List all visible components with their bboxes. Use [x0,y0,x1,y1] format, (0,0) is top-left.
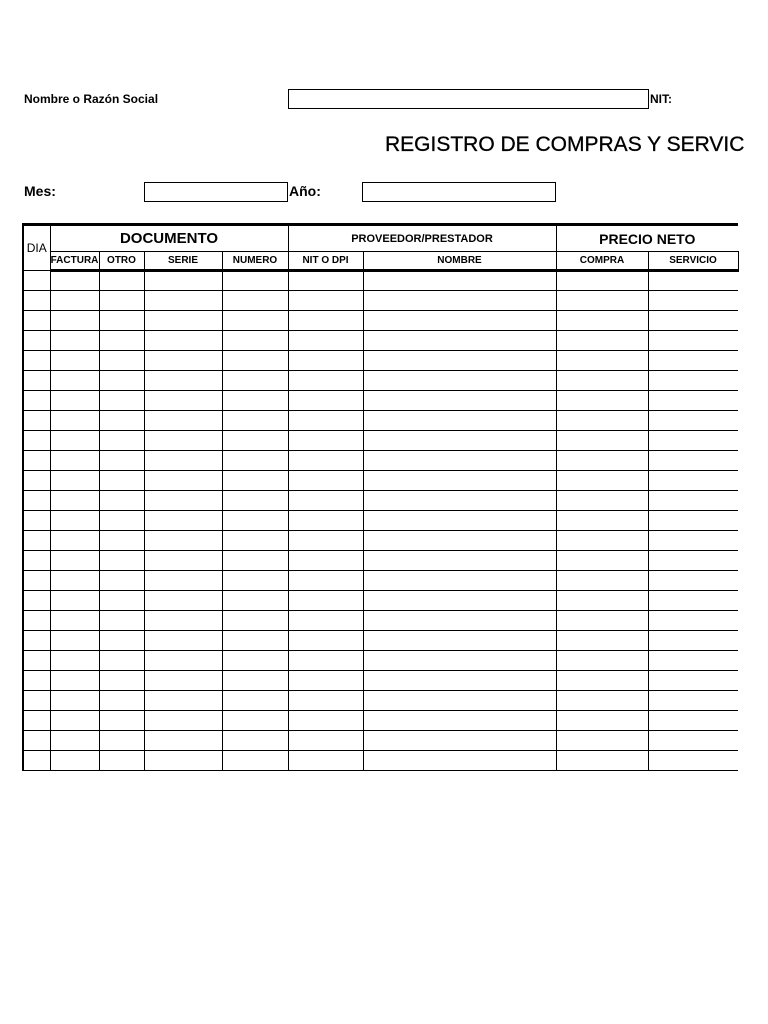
cell-dia[interactable] [23,451,50,471]
cell-factura[interactable] [50,751,99,771]
cell-dia[interactable] [23,631,50,651]
table-row [23,471,738,491]
register-table [22,223,739,771]
cell-nit-dpi[interactable] [288,311,363,331]
cell-factura[interactable] [50,351,99,371]
cell-nit-dpi[interactable] [288,431,363,451]
cell-servicio[interactable] [648,491,738,511]
cell-dia[interactable] [23,411,50,431]
cell-nombre[interactable] [363,531,556,551]
cell-nit-dpi[interactable] [288,611,363,631]
table-row [23,371,738,391]
table-row [23,631,738,651]
cell-serie[interactable] [144,551,222,571]
cell-numero[interactable] [222,391,288,411]
cell-otro[interactable] [99,471,144,491]
cell-otro[interactable] [99,731,144,751]
cell-dia[interactable] [23,331,50,351]
table-row [23,551,738,571]
cell-servicio[interactable] [648,371,738,391]
cell-servicio[interactable] [648,311,738,331]
cell-factura[interactable] [50,471,99,491]
cell-nit-dpi[interactable] [288,351,363,371]
cell-nombre[interactable] [363,411,556,431]
cell-servicio[interactable] [648,331,738,351]
cell-factura[interactable] [50,291,99,311]
cell-otro[interactable] [99,411,144,431]
cell-otro[interactable] [99,391,144,411]
cell-nit-dpi[interactable] [288,491,363,511]
cell-nit-dpi[interactable] [288,571,363,591]
cell-servicio[interactable] [648,411,738,431]
cell-servicio[interactable] [648,431,738,451]
table-row [23,571,738,591]
cell-otro[interactable] [99,491,144,511]
table-row [23,671,738,691]
cell-servicio[interactable] [648,551,738,571]
precio-neto-header: PRECIO NETO [556,225,738,252]
cell-nombre[interactable] [363,631,556,651]
table-row [23,591,738,611]
cell-otro[interactable] [99,311,144,331]
table-row [23,751,738,771]
cell-serie[interactable] [144,711,222,731]
cell-factura[interactable] [50,691,99,711]
cell-nit-dpi[interactable] [288,731,363,751]
ano-label: Año: [289,183,321,199]
cell-servicio[interactable] [648,711,738,731]
cell-factura[interactable] [50,491,99,511]
cell-numero[interactable] [222,631,288,651]
cell-numero[interactable] [222,271,288,291]
mes-field[interactable] [144,182,288,202]
cell-nombre[interactable] [363,471,556,491]
cell-serie[interactable] [144,351,222,371]
table-row [23,351,738,371]
cell-factura[interactable] [50,591,99,611]
nit-label: NIT: [650,92,672,106]
cell-nit-dpi[interactable] [288,751,363,771]
cell-dia[interactable] [23,691,50,711]
cell-otro[interactable] [99,371,144,391]
cell-serie[interactable] [144,431,222,451]
table-row [23,491,738,511]
cell-dia[interactable] [23,711,50,731]
cell-dia[interactable] [23,571,50,591]
cell-nit-dpi[interactable] [288,711,363,731]
cell-dia[interactable] [23,751,50,771]
cell-otro[interactable] [99,571,144,591]
cell-numero[interactable] [222,711,288,731]
cell-nombre[interactable] [363,651,556,671]
cell-nombre[interactable] [363,351,556,371]
cell-dia[interactable] [23,651,50,671]
cell-dia[interactable] [23,531,50,551]
cell-factura[interactable] [50,511,99,531]
cell-otro[interactable] [99,691,144,711]
cell-servicio[interactable] [648,451,738,471]
cell-nit-dpi[interactable] [288,591,363,611]
cell-serie[interactable] [144,491,222,511]
cell-numero[interactable] [222,691,288,711]
cell-compra[interactable] [556,671,648,691]
cell-compra[interactable] [556,571,648,591]
table-row [23,411,738,431]
cell-nit-dpi[interactable] [288,511,363,531]
cell-nit-dpi[interactable] [288,531,363,551]
cell-dia[interactable] [23,611,50,631]
cell-servicio[interactable] [648,591,738,611]
cell-nombre[interactable] [363,451,556,471]
cell-nombre[interactable] [363,431,556,451]
table-row [23,271,738,291]
cell-otro[interactable] [99,331,144,351]
cell-serie[interactable] [144,451,222,471]
cell-dia[interactable] [23,271,50,291]
cell-factura[interactable] [50,311,99,331]
cell-compra[interactable] [556,591,648,611]
cell-serie[interactable] [144,671,222,691]
cell-nombre[interactable] [363,491,556,511]
cell-nit-dpi[interactable] [288,551,363,571]
cell-factura[interactable] [50,331,99,351]
cell-nombre[interactable] [363,371,556,391]
cell-factura[interactable] [50,371,99,391]
cell-servicio[interactable] [648,671,738,691]
cell-otro[interactable] [99,551,144,571]
cell-nombre[interactable] [363,671,556,691]
cell-numero[interactable] [222,351,288,371]
cell-nit-dpi[interactable] [288,651,363,671]
cell-nombre[interactable] [363,511,556,531]
page-title: REGISTRO DE COMPRAS Y SERVIC [385,133,745,156]
ano-field[interactable] [362,182,556,202]
cell-servicio[interactable] [648,511,738,531]
cell-nit-dpi[interactable] [288,331,363,351]
table-row [23,291,738,311]
cell-compra[interactable] [556,311,648,331]
cell-dia[interactable] [23,431,50,451]
cell-nit-dpi[interactable] [288,671,363,691]
cell-servicio[interactable] [648,571,738,591]
cell-dia[interactable] [23,291,50,311]
cell-otro[interactable] [99,671,144,691]
cell-otro[interactable] [99,531,144,551]
cell-dia[interactable] [23,511,50,531]
table-row [23,531,738,551]
cell-servicio[interactable] [648,751,738,771]
cell-compra[interactable] [556,551,648,571]
cell-compra[interactable] [556,431,648,451]
cell-serie[interactable] [144,631,222,651]
cell-numero[interactable] [222,331,288,351]
column-header-serie: SERIE [144,252,222,271]
nombre-razon-social-field[interactable] [288,89,649,109]
cell-compra[interactable] [556,291,648,311]
cell-serie[interactable] [144,271,222,291]
column-header-numero: NUMERO [222,252,288,271]
cell-dia[interactable] [23,351,50,371]
cell-serie[interactable] [144,651,222,671]
cell-serie[interactable] [144,471,222,491]
cell-numero[interactable] [222,751,288,771]
cell-numero[interactable] [222,371,288,391]
cell-nombre[interactable] [363,311,556,331]
cell-serie[interactable] [144,591,222,611]
cell-factura[interactable] [50,731,99,751]
cell-compra[interactable] [556,391,648,411]
table-row [23,691,738,711]
cell-nombre[interactable] [363,611,556,631]
table-row [23,451,738,471]
cell-serie[interactable] [144,731,222,751]
cell-servicio[interactable] [648,691,738,711]
cell-nombre[interactable] [363,551,556,571]
cell-servicio[interactable] [648,731,738,751]
cell-otro[interactable] [99,271,144,291]
cell-nombre[interactable] [363,571,556,591]
cell-otro[interactable] [99,751,144,771]
cell-factura[interactable] [50,391,99,411]
cell-compra[interactable] [556,351,648,371]
cell-dia[interactable] [23,491,50,511]
cell-factura[interactable] [50,451,99,471]
cell-numero[interactable] [222,311,288,331]
table-row [23,311,738,331]
cell-compra[interactable] [556,751,648,771]
cell-serie[interactable] [144,691,222,711]
cell-compra[interactable] [556,451,648,471]
cell-nit-dpi[interactable] [288,471,363,491]
register-table-body [23,271,738,771]
cell-servicio[interactable] [648,651,738,671]
cell-dia[interactable] [23,671,50,691]
cell-nombre[interactable] [363,731,556,751]
cell-otro[interactable] [99,591,144,611]
cell-factura[interactable] [50,531,99,551]
cell-serie[interactable] [144,411,222,431]
cell-compra[interactable] [556,471,648,491]
table-row [23,431,738,451]
cell-nombre[interactable] [363,711,556,731]
cell-serie[interactable] [144,751,222,771]
cell-numero[interactable] [222,611,288,631]
cell-nombre[interactable] [363,591,556,611]
cell-otro[interactable] [99,711,144,731]
column-header-otro: OTRO [99,252,144,271]
cell-nit-dpi[interactable] [288,291,363,311]
cell-dia[interactable] [23,551,50,571]
table-row [23,611,738,631]
cell-factura[interactable] [50,631,99,651]
cell-nombre[interactable] [363,391,556,411]
cell-nit-dpi[interactable] [288,371,363,391]
cell-numero[interactable] [222,551,288,571]
mes-label: Mes: [24,183,56,199]
cell-numero[interactable] [222,651,288,671]
cell-compra[interactable] [556,731,648,751]
cell-dia[interactable] [23,471,50,491]
cell-serie[interactable] [144,571,222,591]
column-header-nit-dpi: NIT O DPI [288,252,363,271]
table-row [23,731,738,751]
cell-nit-dpi[interactable] [288,271,363,291]
cell-numero[interactable] [222,471,288,491]
cell-serie[interactable] [144,391,222,411]
cell-numero[interactable] [222,491,288,511]
cell-numero[interactable] [222,291,288,311]
cell-compra[interactable] [556,611,648,631]
cell-numero[interactable] [222,511,288,531]
cell-compra[interactable] [556,371,648,391]
cell-compra[interactable] [556,531,648,551]
cell-compra[interactable] [556,411,648,431]
cell-nombre[interactable] [363,331,556,351]
cell-numero[interactable] [222,671,288,691]
cell-otro[interactable] [99,351,144,371]
cell-compra[interactable] [556,271,648,291]
cell-numero[interactable] [222,531,288,551]
cell-numero[interactable] [222,411,288,431]
cell-compra[interactable] [556,691,648,711]
cell-otro[interactable] [99,291,144,311]
cell-otro[interactable] [99,511,144,531]
cell-servicio[interactable] [648,271,738,291]
cell-serie[interactable] [144,531,222,551]
cell-numero[interactable] [222,731,288,751]
cell-compra[interactable] [556,491,648,511]
column-header-factura: FACTURA [50,252,99,271]
cell-servicio[interactable] [648,611,738,631]
column-header-servicio: SERVICIO [648,252,738,271]
cell-otro[interactable] [99,451,144,471]
cell-otro[interactable] [99,611,144,631]
cell-otro[interactable] [99,431,144,451]
cell-servicio[interactable] [648,351,738,371]
cell-serie[interactable] [144,371,222,391]
cell-servicio[interactable] [648,471,738,491]
cell-nit-dpi[interactable] [288,411,363,431]
cell-numero[interactable] [222,591,288,611]
cell-serie[interactable] [144,511,222,531]
cell-otro[interactable] [99,651,144,671]
cell-dia[interactable] [23,371,50,391]
cell-factura[interactable] [50,611,99,631]
cell-factura[interactable] [50,271,99,291]
cell-dia[interactable] [23,731,50,751]
cell-nombre[interactable] [363,271,556,291]
nombre-razon-social-label: Nombre o Razón Social [24,92,159,106]
cell-otro[interactable] [99,631,144,651]
cell-numero[interactable] [222,571,288,591]
cell-serie[interactable] [144,331,222,351]
cell-servicio[interactable] [648,631,738,651]
column-header-nombre: NOMBRE [363,252,556,271]
table-row [23,711,738,731]
cell-servicio[interactable] [648,531,738,551]
cell-nombre[interactable] [363,691,556,711]
table-row [23,511,738,531]
column-header-compra: COMPRA [556,252,648,271]
cell-factura[interactable] [50,571,99,591]
cell-dia[interactable] [23,591,50,611]
cell-factura[interactable] [50,711,99,731]
cell-factura[interactable] [50,551,99,571]
cell-compra[interactable] [556,651,648,671]
table-row [23,331,738,351]
cell-servicio[interactable] [648,391,738,411]
cell-nombre[interactable] [363,291,556,311]
cell-nit-dpi[interactable] [288,391,363,411]
table-row [23,391,738,411]
cell-serie[interactable] [144,611,222,631]
cell-nit-dpi[interactable] [288,631,363,651]
documento-header: DOCUMENTO [50,225,288,252]
cell-nombre[interactable] [363,751,556,771]
cell-numero[interactable] [222,451,288,471]
cell-dia[interactable] [23,311,50,331]
cell-factura[interactable] [50,671,99,691]
cell-servicio[interactable] [648,291,738,311]
cell-compra[interactable] [556,331,648,351]
cell-serie[interactable] [144,311,222,331]
cell-serie[interactable] [144,291,222,311]
dia-header: DIA [23,225,50,271]
cell-compra[interactable] [556,631,648,651]
cell-factura[interactable] [50,411,99,431]
table-row [23,651,738,671]
cell-dia[interactable] [23,391,50,411]
cell-factura[interactable] [50,431,99,451]
cell-nit-dpi[interactable] [288,451,363,471]
cell-compra[interactable] [556,511,648,531]
cell-numero[interactable] [222,431,288,451]
proveedor-header: PROVEEDOR/PRESTADOR [288,225,556,252]
cell-nit-dpi[interactable] [288,691,363,711]
cell-factura[interactable] [50,651,99,671]
cell-compra[interactable] [556,711,648,731]
